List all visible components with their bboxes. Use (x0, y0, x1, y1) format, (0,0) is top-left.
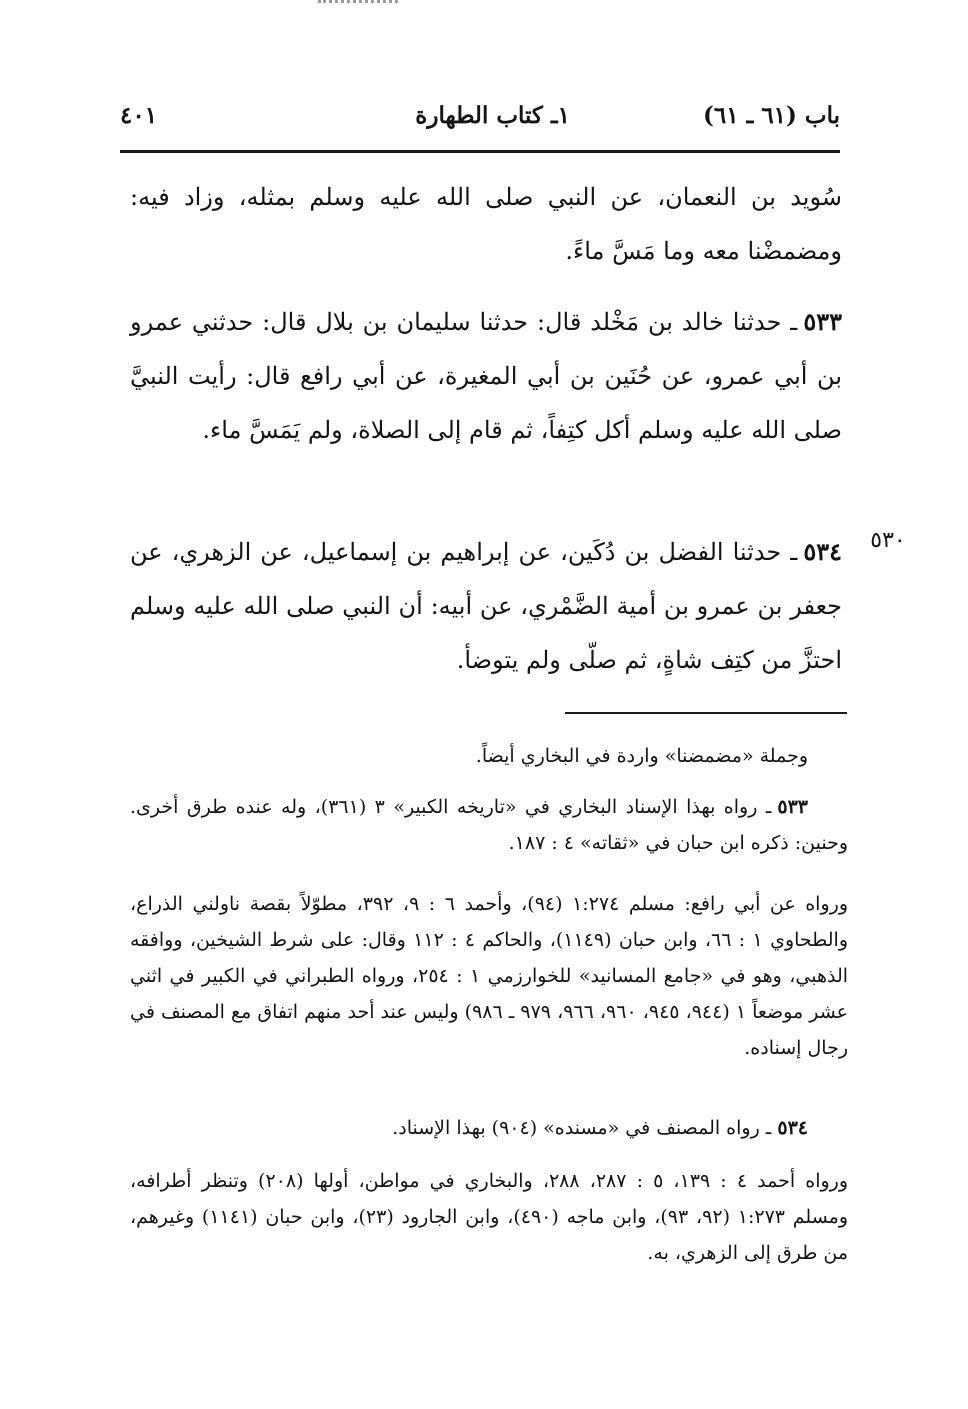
hadith-534 (130, 525, 842, 687)
main-paragraph-intro: سُويد بن النعمان، عن النبي صلى الله عليه وسلم بمثله، وزاد فيه: ومضمضْنا معه وما مَسَّ ماءً. (130, 183, 842, 265)
hadith-number: ٥٣٣ (803, 307, 842, 336)
footnote-text: ـ رواه بهذا الإسناد البخاري في «تاريخه الكبير» ٣ (٣٦١)، وله عنده طرق أخرى. وحنين: ذكره ابن حبان في «ثقاته» ٤ : ١٨٧. (130, 796, 848, 854)
footnote-text: ـ رواه المصنف في «مسنده» (٩٠٤) بهذا الإسناد. (392, 1117, 772, 1139)
margin-number: ٥٣٠ (870, 528, 906, 553)
hadith-number: ٥٣٤ (803, 537, 842, 566)
footnote-533-continued: ورواه عن أبي رافع: مسلم ١:٢٧٤ (٩٤)، وأحمد ٦ : ٩، ٣٩٢، مطوّلاً بقصة ناولني الذراع، والطحاوي ١ : ٦٦، وابن حبان (١١٤٩)، والحاكم ٤ : ١١٢ وقال: على شرط الشيخين، ووافقه الذهبي، وهو في «جامع المسانيد» للخوارزمي ١ : ٢٥٤، ورواه الطبراني في الكبير في اثني عشر موضعاً ١ (٩٤٤، ٩٤٥، ٩٦٠، ٩٦٦، ٩٧٩ ـ ٩٨٦) وليس عند أحد منهم اتفاق مع المصنف في رجال إسناده. (130, 893, 849, 1059)
hadith-533 (130, 295, 842, 457)
scan-artifact (318, 0, 398, 9)
footnote-divider (565, 712, 847, 714)
book-title: ١ـ كتاب الطهارة (415, 102, 570, 129)
running-header (120, 96, 840, 152)
footnote-continuation: وجملة «مضمضنا» واردة في البخاري أيضاً. (475, 745, 808, 767)
hadith-text: ـ حدثنا الفضل بن دُكَين، عن إبراهيم بن إسماعيل، عن الزهري، عن جعفر بن عمرو بن أمية الضَّمْري، عن أبيه: أن النبي صلى الله عليه وسلم احتزَّ من كتِف شاةٍ، ثم صلّى ولم يتوضأ. (130, 538, 842, 674)
footnote-533 (130, 789, 848, 861)
footnote-534-continued: ورواه أحمد ٤ : ١٣٩، ٥ : ٢٨٧، ٢٨٨، والبخاري في مواطن، أولها (٢٠٨) وتنظر أطرافه، ومسلم ١:٢٧٣ (٩٢، ٩٣)، وابن ماجه (٤٩٠)، وابن الجارود (٢٣)، وابن حبان (١١٤١) وغيرهم، من طرق إلى الزهري، به. (130, 1170, 849, 1264)
hadith-text: ـ حدثنا خالد بن مَخْلد قال: حدثنا سليمان بن بلال قال: حدثني عمرو بن أبي عمرو، عن حُنَين بن أبي المغيرة، عن أبي رافع قال: رأيت النبيَّ صلى الله عليه وسلم أكل كتِفاً، ثم قام إلى الصلاة، ولم يَمَسَّ ماء. (130, 308, 842, 444)
footnote-number: ٥٣٣ (777, 796, 809, 818)
chapter-heading: باب (٦١ ـ ٦١) (702, 102, 840, 129)
page-number: ٤٠١ (120, 102, 158, 129)
header-divider (120, 150, 840, 153)
footnote-number: ٥٣٤ (777, 1117, 808, 1139)
footnote-534 (130, 1110, 848, 1146)
